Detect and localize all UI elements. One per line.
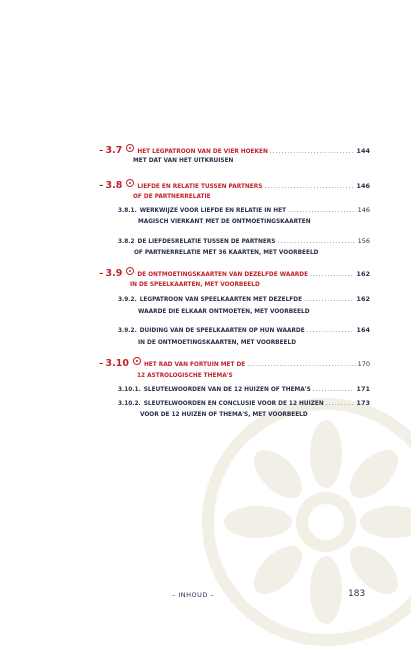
subsection-title: DE LIEFDESRELATIE TUSSEN DE PARTNERS (137, 239, 276, 245)
toc-entry-3-8-2[interactable] (118, 237, 370, 245)
subsection-title-continuation: IN DE ONTMOETINGSKAARTEN, MET VOORBEELD (138, 340, 297, 346)
subsection-number: 3.8.1. (118, 208, 137, 214)
toc-entry-3-9-2-a[interactable] (118, 295, 370, 303)
page-number: 173 (356, 399, 370, 407)
section-number: 3.7 (105, 145, 123, 156)
toc-entry-3-10-1[interactable] (118, 385, 370, 393)
toc-entry-3-7[interactable] (99, 145, 370, 156)
dot-leader (277, 238, 355, 245)
footer-page-number: 183 (348, 589, 366, 599)
dash-mark: – (99, 146, 104, 156)
section-number: 3.9 (105, 268, 123, 279)
subsection-title-continuation: MAGISCH VIERKANT MET DE ONTMOETINGSKAARTEN (138, 219, 311, 225)
toc-entry-3-10-2[interactable] (118, 399, 370, 407)
footer-section-label: – INHOUD – (172, 591, 215, 599)
subsection-title-continuation: WAARDE DIE ELKAAR ONTMOETEN, MET VOORBEELD (138, 309, 310, 315)
page-number: 162 (356, 295, 370, 303)
toc-entry-3-9[interactable] (99, 268, 370, 279)
section-title: LIEFDE EN RELATIE TUSSEN PARTNERS (137, 184, 263, 190)
dot-leader (304, 296, 354, 303)
subsection-number: 3.8.2 (118, 239, 135, 245)
subsection-title-continuation: OF PARTNERRELATIE MET 36 KAARTEN, MET VOORBEELD (134, 250, 319, 256)
subsection-number: 3.9.2. (118, 297, 137, 303)
circle-dot-icon (126, 144, 134, 152)
page-number: 164 (356, 326, 370, 334)
section-title-continuation: MET DAT VAN HET UITKRUISEN (133, 158, 234, 164)
dot-leader (313, 386, 355, 393)
page-number: 146 (356, 182, 370, 190)
page-number: 162 (356, 270, 370, 278)
section-number: 3.8 (105, 180, 123, 191)
page-number: 156 (357, 237, 370, 245)
dot-leader (310, 271, 354, 278)
page-number: 146 (357, 206, 370, 214)
dot-leader (270, 148, 355, 155)
dash-mark: – (99, 181, 104, 191)
dash-mark: – (99, 269, 104, 279)
subsection-title: SLEUTELWOORDEN EN CONCLUSIE VOOR DE 12 HUIZEN (143, 401, 324, 407)
dot-leader (326, 400, 355, 407)
subsection-number: 3.9.2. (118, 328, 137, 334)
dot-leader (247, 361, 355, 368)
page-number: 144 (356, 147, 370, 155)
circle-dot-icon (133, 357, 141, 365)
subsection-title: LEGPATROON VAN SPEELKAARTEN MET DEZELFDE (139, 297, 303, 303)
circle-dot-icon (126, 179, 134, 187)
dot-leader (288, 207, 356, 214)
dot-leader (307, 327, 355, 334)
toc-entry-3-8[interactable] (99, 180, 370, 191)
toc-entry-3-10[interactable] (99, 358, 370, 369)
dot-leader (264, 183, 354, 190)
section-title: HET LEGPATROON VAN DE VIER HOEKEN (137, 149, 268, 155)
subsection-title-continuation: VOOR DE 12 HUIZEN OF THEMA'S, MET VOORBEELD (140, 412, 308, 418)
toc-entry-3-8-1[interactable] (118, 206, 370, 214)
toc-entry-3-9-2-b[interactable] (118, 326, 370, 334)
subsection-number: 3.10.2. (118, 401, 141, 407)
circle-dot-icon (126, 267, 134, 275)
wheel-watermark-icon (196, 392, 411, 652)
section-title: HET RAD VAN FORTUIN MET DE (143, 362, 246, 368)
subsection-title: SLEUTELWOORDEN VAN DE 12 HUIZEN OF THEMA'S (143, 387, 311, 393)
section-title-continuation: OF DE PARTNERRELATIE (133, 194, 211, 200)
subsection-title: WERKWIJZE VOOR LIEFDE EN RELATIE IN HET (139, 208, 287, 214)
subsection-number: 3.10.1. (118, 387, 141, 393)
section-number: 3.10 (105, 358, 129, 369)
page-number: 170 (357, 360, 370, 368)
section-title: DE ONTMOETINGSKAARTEN VAN DEZELFDE WAARDE (137, 272, 309, 278)
subsection-title: DUIDING VAN DE SPEELKAARTEN OP HUN WAARDE (139, 328, 305, 334)
page-number: 171 (356, 385, 370, 393)
section-title-continuation: IN DE SPEELKAARTEN, MET VOORBEELD (130, 282, 260, 288)
dash-mark: – (99, 359, 104, 369)
section-title-continuation: 12 ASTROLOGISCHE THEMA'S (137, 373, 233, 379)
